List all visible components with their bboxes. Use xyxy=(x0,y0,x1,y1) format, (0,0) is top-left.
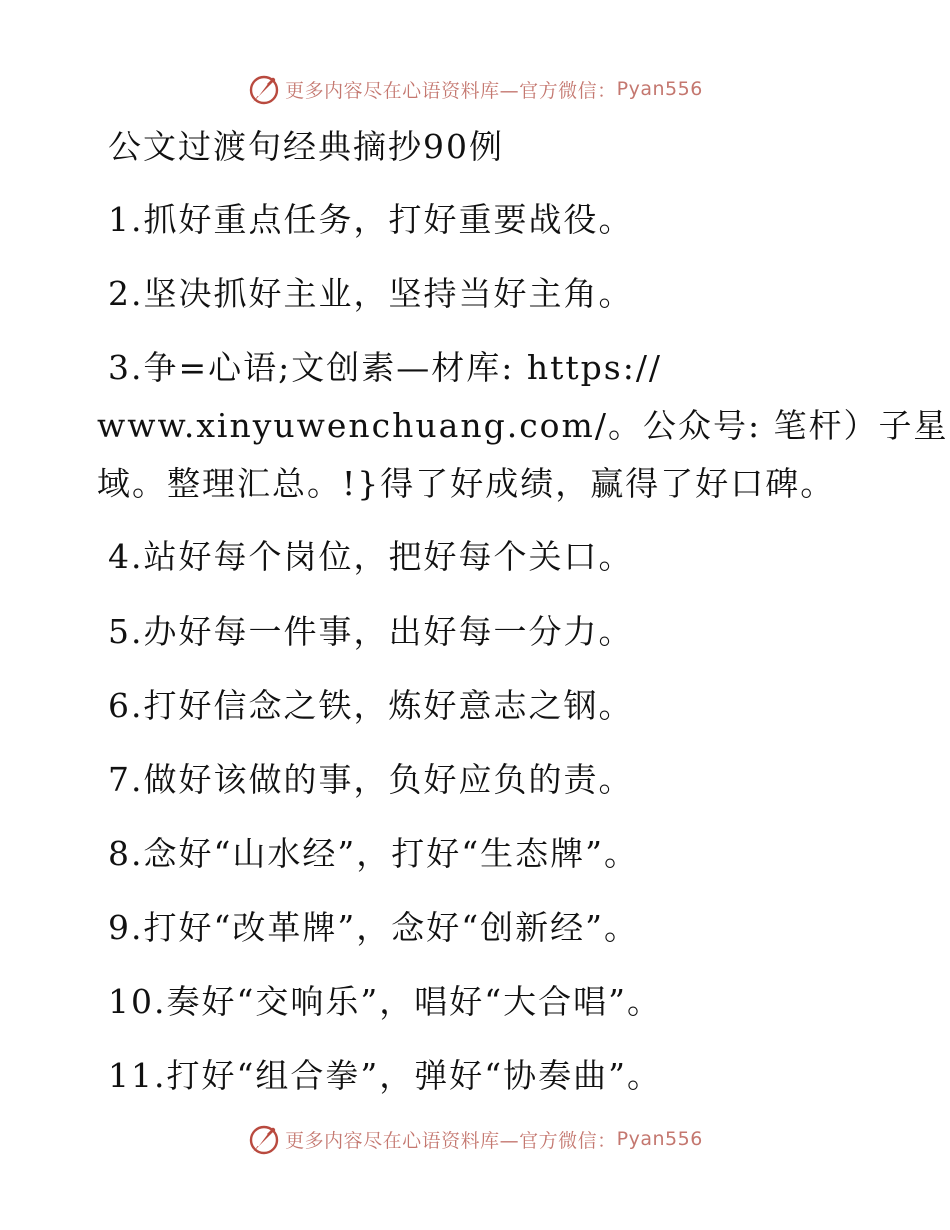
list-item: 9.打好“改革牌”，念好“创新经”。 xyxy=(108,908,639,947)
list-item: 8.念好“山水经”，打好“生态牌”。 xyxy=(108,834,639,873)
list-item: 7.做好该做的事，负好应负的责。 xyxy=(108,760,634,799)
list-item: 1.抓好重点任务，打好重要战役。 xyxy=(108,200,634,239)
list-item: 5.办好每一件事，出好每一分力。 xyxy=(108,612,634,651)
list-item-continuation: www.xinyuwenchuang.com/。公众号: 笔杆）子星 xyxy=(97,406,949,445)
watermark-text: 更多内容尽在心语资料库—官方微信： xyxy=(285,1129,617,1152)
list-item: 3.争=心语;文创素—材库: https:// xyxy=(108,348,663,387)
list-item-continuation: 域。整理汇总。!}得了好成绩，赢得了好口碑。 xyxy=(97,464,836,503)
list-item: 10.奏好“交响乐”，唱好“大合唱”。 xyxy=(108,982,662,1021)
watermark-account: Pyan556 xyxy=(616,78,703,100)
list-item: 6.打好信念之铁，炼好意志之钢。 xyxy=(108,686,634,725)
quill-pen-logo-icon xyxy=(247,1122,281,1156)
list-item: 2.坚决抓好主业，坚持当好主角。 xyxy=(108,274,634,313)
list-item: 11.打好“组合拳”，弹好“协奏曲”。 xyxy=(108,1056,662,1095)
list-item: 4.站好每个岗位，把好每个关口。 xyxy=(108,537,634,576)
document-title: 公文过渡句经典摘抄90例 xyxy=(108,127,504,166)
footer-watermark xyxy=(0,1119,950,1159)
watermark-account: Pyan556 xyxy=(616,1128,703,1150)
watermark-text: 更多内容尽在心语资料库—官方微信： xyxy=(285,79,617,102)
